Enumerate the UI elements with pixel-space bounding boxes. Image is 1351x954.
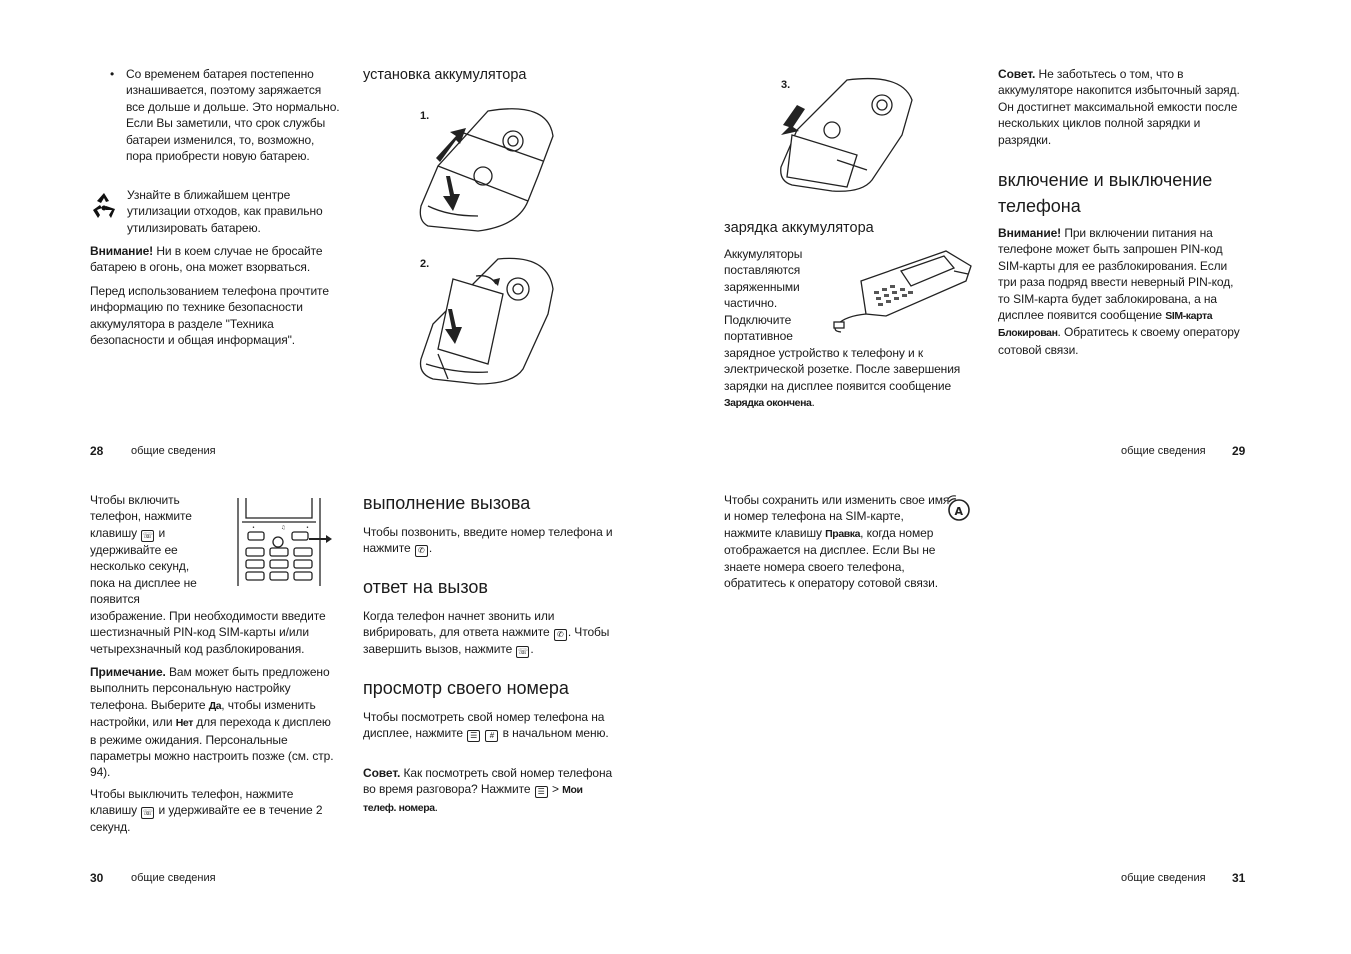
note-label: Примечание.	[90, 665, 166, 679]
recycle-text: Узнайте в ближайшем центре утилизации отходов, как правильно утилизировать батарею.	[127, 188, 323, 235]
footer-text-30: общие сведения	[131, 872, 216, 884]
power-key-icon: ☏	[142, 530, 153, 540]
footer-text-29: общие сведения	[1121, 445, 1206, 457]
bullet-mark: •	[110, 67, 115, 81]
note-yes-option: Да	[208, 699, 222, 712]
tip-text: Не заботьтесь о том, что в аккумуляторе накопится избыточный заряд. Он достигнет максимальной емкости после нескольких циклов полной зарядки и разрядки.	[998, 67, 1240, 147]
mynum-text-b: в начальном меню.	[502, 726, 609, 741]
call-text: Чтобы позвонить, введите номер телефона и нажмите	[363, 525, 613, 556]
power-on-text-a-main: Чтобы включить телефон, нажмите клавишу	[90, 493, 192, 540]
power-on-text-a	[90, 492, 208, 607]
answer-paragraph	[363, 608, 613, 658]
page-number-31: 31	[1232, 871, 1246, 885]
warning-text: Ни в коем случае не бросайте батарею в огонь, она может взорваться.	[90, 244, 323, 275]
send-key-icon: ✆	[554, 629, 567, 641]
power-off-paragraph	[90, 786, 340, 836]
period: .	[434, 799, 438, 814]
step-1-label: 1.	[420, 110, 430, 122]
warning-label: Внимание!	[90, 244, 154, 258]
svg-text:•: •	[306, 525, 309, 531]
tip2-text: Как посмотреть свой номер телефона во время разговора? Нажмите	[363, 766, 613, 797]
sim-blocked-message: SIM-карта Блокирован	[998, 310, 1213, 340]
note-no-option: Нет	[175, 717, 193, 730]
svg-text:A: A	[954, 505, 964, 518]
charge-text-a: Аккумуляторы поставляются заряженными частично. Подключите портативное	[724, 247, 803, 344]
phone-keypad-illustration	[234, 496, 334, 591]
save-text-a: Чтобы сохранить или изменить свое имя и номер телефона на SIM-карте, нажмите клавишу	[724, 493, 950, 540]
onoff-warning-text-a: При включении питания на телефоне может быть запрошен PIN-код SIM-карты для ее разблокирования. Если три раза подряд ввести неверный PIN-код, то SIM-карта будет заблокирована, а на дисплее появится сообщение	[998, 226, 1234, 323]
power-on-text-b: и удерживайте ее несколько секунд, пока на дисплее не появится	[90, 525, 197, 607]
gt-symbol: >	[551, 782, 559, 797]
charge-title: зарядка аккумулятора	[724, 220, 874, 236]
onoff-title: включение и выключение телефона	[998, 170, 1213, 216]
power-off-text-a: Чтобы выключить телефон, нажмите клавишу	[90, 787, 294, 818]
onoff-warning	[998, 225, 1248, 358]
note-paragraph	[90, 664, 340, 781]
edit-softkey-label: Правка	[825, 527, 861, 540]
menu-key-icon: ☰	[535, 786, 548, 798]
footer-text-28: общие сведения	[131, 445, 216, 457]
footer-text-31: общие сведения	[1121, 872, 1206, 884]
save-number-paragraph	[724, 492, 952, 591]
battery-install-step3-illustration	[777, 75, 927, 200]
save-text-b: , когда номер отображается на дисплее. Если Вы не знаете номера своего телефона, обратитесь к оператору сотовой связи.	[724, 525, 938, 591]
info-paragraph: Перед использованием телефона прочтите информацию по технике безопасности аккумулятора в разделе "Техника безопасности и общая информация".	[90, 284, 329, 348]
period: .	[1057, 325, 1061, 340]
install-title: установка аккумулятора	[363, 67, 527, 83]
step-2-label: 2.	[420, 258, 430, 270]
period: .	[530, 642, 534, 657]
warning-paragraph	[90, 243, 340, 276]
onoff-warning-text-b: Обратитесь к своему оператору сотовой связи.	[998, 325, 1240, 357]
svg-text:♫: ♫	[281, 525, 286, 531]
power-key-icon: ☏	[142, 808, 153, 818]
note-text-c: для перехода к дисплею в режиме ожидания. Персональные параметры можно настроить позже (см. стр. 94).	[90, 715, 334, 780]
recycle-icon	[89, 191, 119, 221]
send-key-icon: ✆	[415, 545, 428, 557]
call-paragraph	[363, 524, 613, 557]
phone-charging-illustration	[826, 246, 976, 336]
note-text-a: Вам может быть предложено выполнить персональную настройку телефона. Выберите	[90, 665, 330, 712]
bullet-text: Со временем батарея постепенно изнашивается, поэтому заряжается все дольше и дольше. Это нормально. Если Вы заметили, что срок службы батареи изменился, то, возможно, пора приобрести новую батарею.	[126, 67, 340, 164]
note-text-b: , чтобы изменить настройки, или	[90, 697, 316, 730]
onoff-warning-label: Внимание!	[998, 226, 1062, 240]
tip-label: Совет.	[998, 67, 1036, 81]
power-key-icon: ☏	[517, 647, 528, 657]
network-feature-icon	[946, 496, 972, 522]
power-off-text-b: и удерживайте ее в течение 2 секунд.	[90, 803, 323, 835]
charge-text-b	[724, 345, 974, 412]
bullet-item	[110, 66, 340, 164]
mynum-paragraph	[363, 709, 613, 742]
period: .	[428, 541, 433, 556]
battery-install-step2-illustration	[418, 254, 568, 389]
charge-text-b-main: зарядное устройство к телефону и к электрической розетке. После завершения зарядки на дисплее появится сообщение	[724, 346, 961, 393]
tip-paragraph	[998, 66, 1248, 148]
mynum-text-a: Чтобы посмотреть свой номер телефона на дисплее, нажмите	[363, 710, 605, 741]
battery-install-step1-illustration	[418, 106, 568, 236]
charge-done-message: Зарядка окончена	[724, 397, 812, 410]
page-number-30: 30	[90, 871, 104, 885]
step-3-label: 3.	[781, 79, 791, 91]
tip2-label: Совет.	[363, 766, 401, 780]
tip2-paragraph	[363, 765, 613, 816]
answer-text-a: Когда телефон начнет звонить или вибрировать, для ответа нажмите	[363, 609, 555, 640]
answer-title: ответ на вызов	[363, 577, 488, 597]
page-number-28: 28	[90, 444, 104, 458]
call-title: выполнение вызова	[363, 493, 531, 513]
period: .	[811, 395, 815, 410]
mynum-title: просмотр своего номера	[363, 678, 569, 698]
hash-key-icon: #	[485, 730, 498, 742]
answer-text-b: Чтобы завершить вызов, нажмите	[363, 625, 610, 657]
power-on-text-c: изображение. При необходимости введите шестизначный PIN-код SIM-карты и/или четырехзначный код разблокирования.	[90, 609, 326, 656]
svg-text:•: •	[252, 525, 255, 531]
period: .	[567, 625, 572, 640]
menu-key-icon: ☰	[467, 730, 480, 742]
page-number-29: 29	[1232, 444, 1246, 458]
my-numbers-menu-item: Мои телеф. номера	[363, 784, 583, 814]
